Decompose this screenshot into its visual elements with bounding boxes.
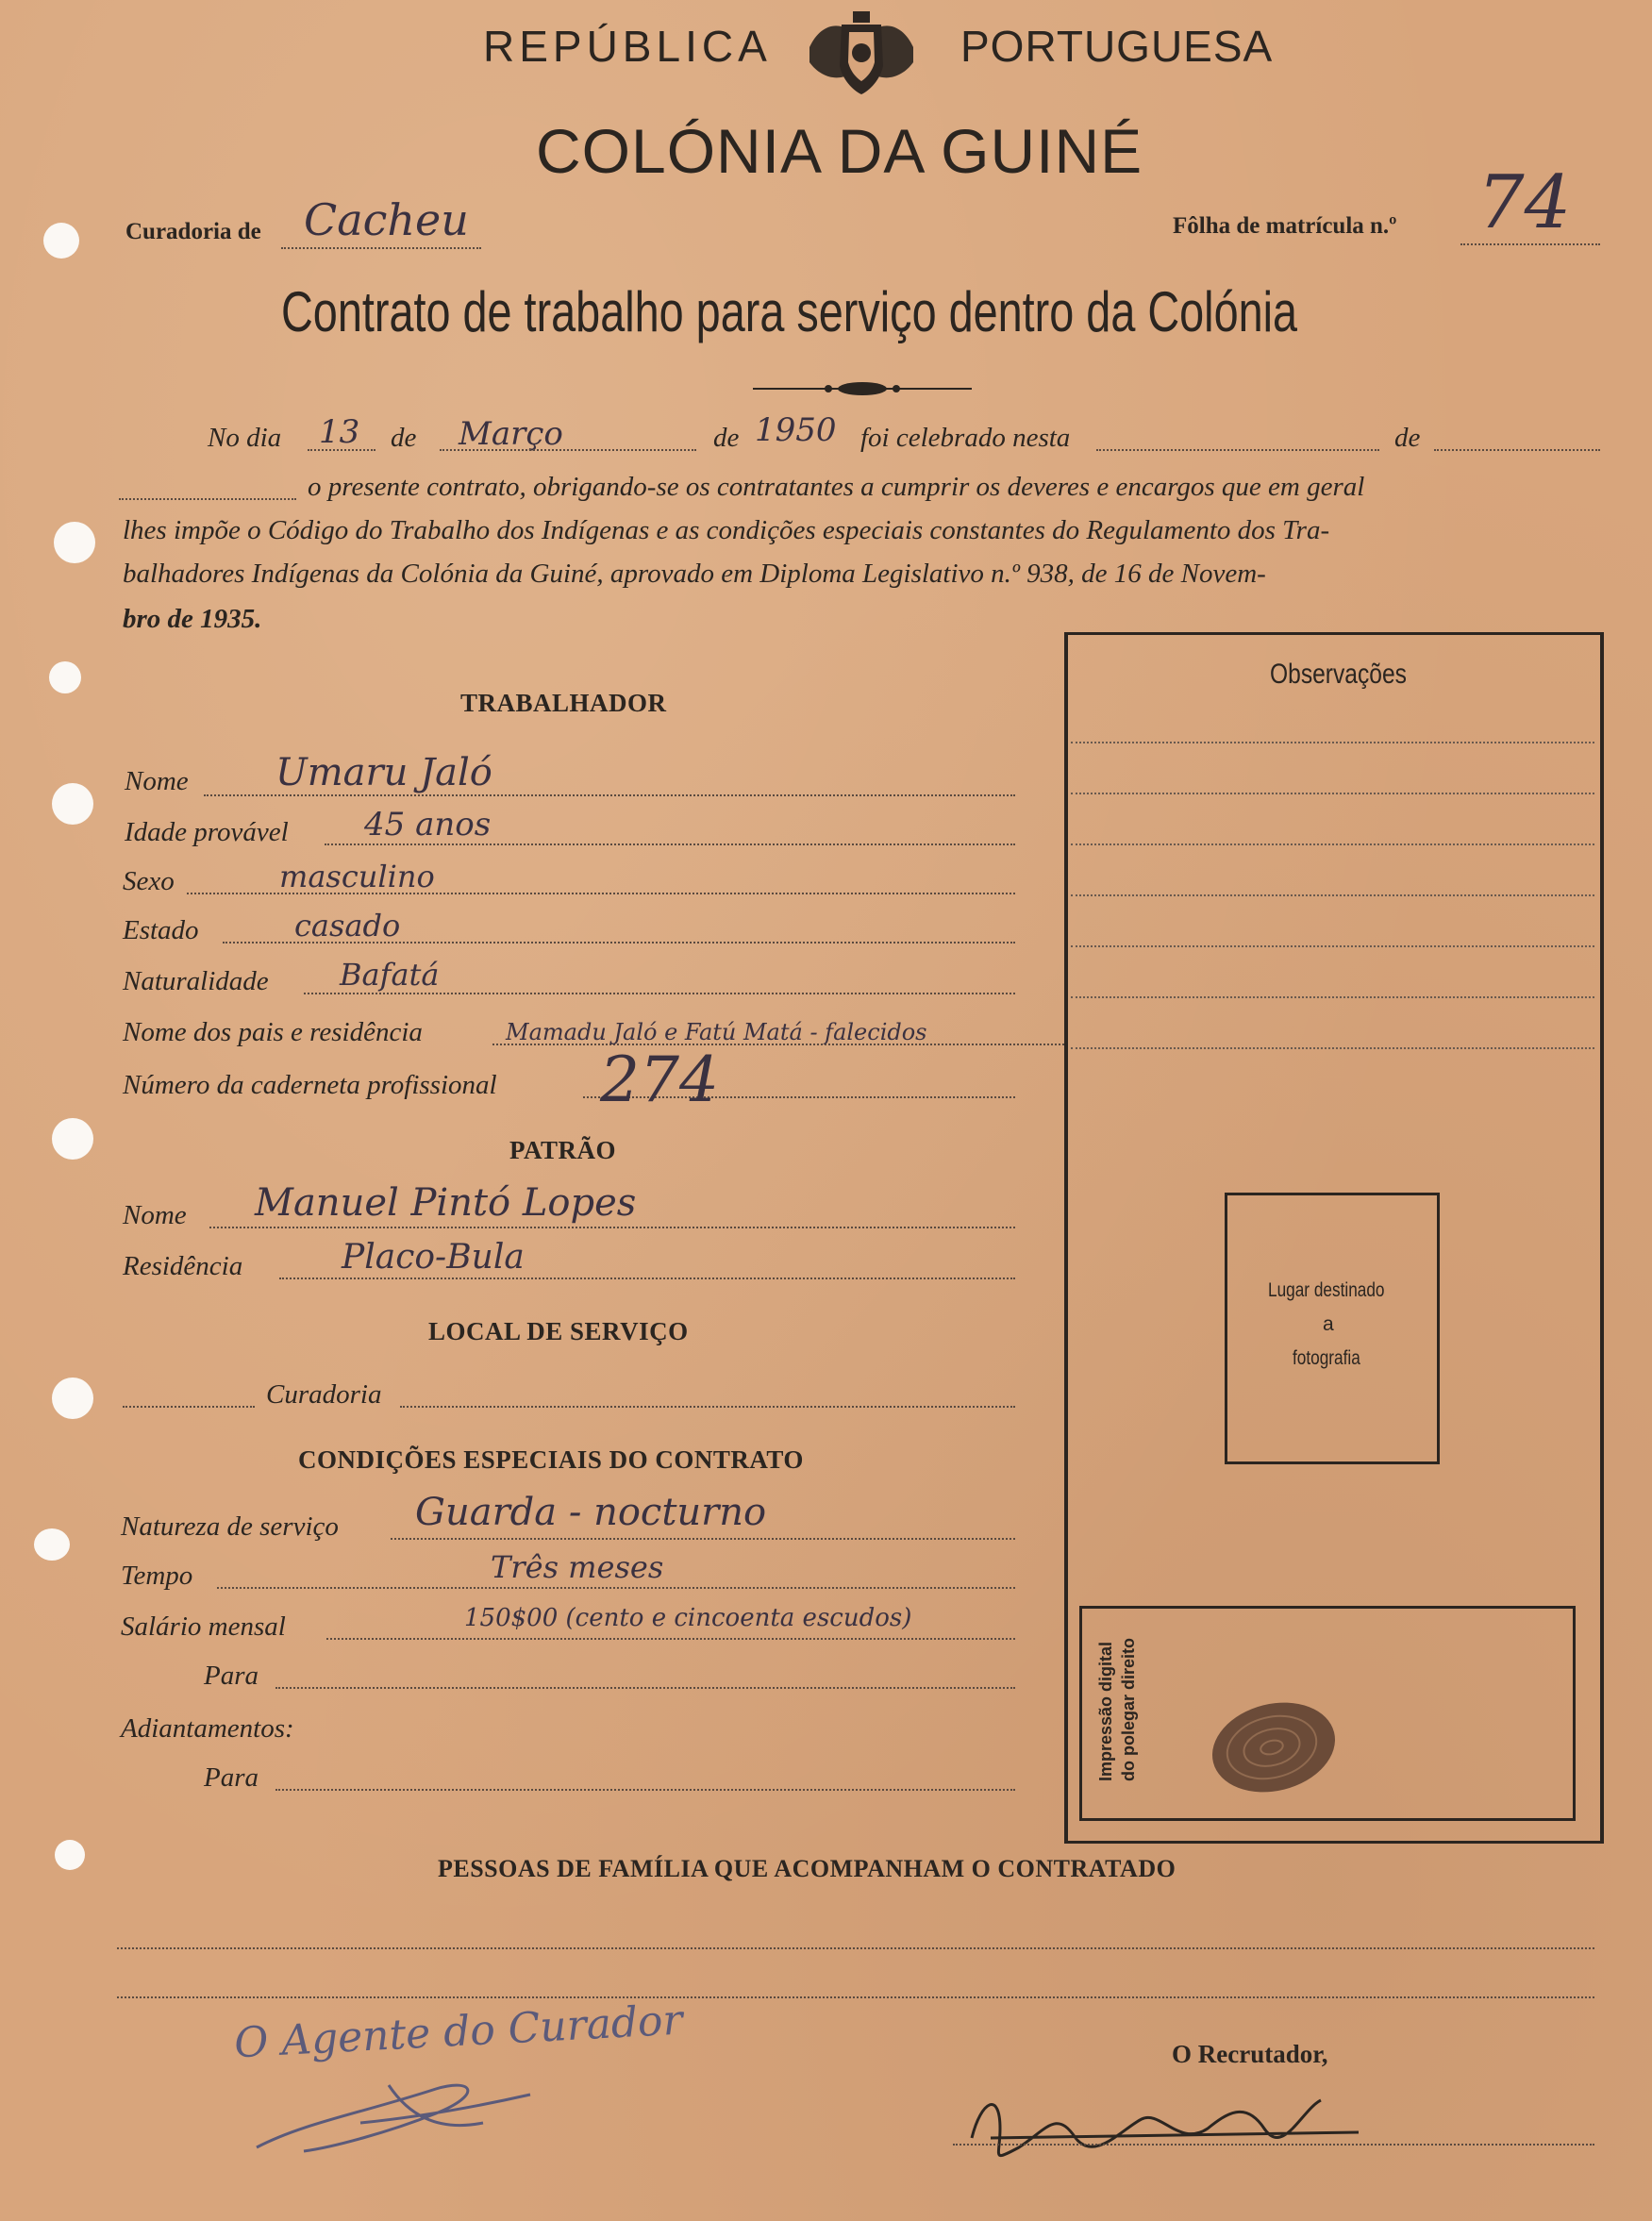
condicoes-natureza-value: Guarda - nocturno	[415, 1491, 767, 1534]
agente-signature-scribble	[247, 2057, 606, 2161]
ornament-divider	[751, 377, 974, 400]
curadoria-value: Cacheu	[304, 194, 469, 245]
recrutador-signature	[962, 2072, 1377, 2176]
coat-of-arms-icon	[804, 9, 919, 96]
photo-line-1: Lugar destinado	[1268, 1279, 1385, 1301]
folha-value: 74	[1477, 160, 1572, 245]
intro-line-4: balhadores Indígenas da Colónia da Guiné, aprovado em Diploma Legislativo n.º 938, de 16 de Novem-	[123, 559, 1266, 589]
header-republica: REPÚBLICA	[483, 22, 772, 71]
photo-line-3: fotografia	[1293, 1347, 1360, 1369]
heading-trabalhador: TRABALHADOR	[460, 689, 667, 717]
trabalhador-nome-value: Umaru Jaló	[275, 751, 492, 794]
trabalhador-estado-label: Estado	[123, 915, 199, 945]
intro-line-5: bro de 1935.	[123, 604, 262, 634]
thumbprint-image	[1200, 1687, 1360, 1800]
trabalhador-naturalidade-label: Naturalidade	[123, 966, 269, 996]
trabalhador-estado-value: casado	[294, 908, 401, 944]
intro-ano-value: 1950	[755, 411, 837, 449]
condicoes-adiantamentos-label: Adiantamentos:	[121, 1713, 294, 1744]
colony-title: COLÓNIA DA GUINÉ	[536, 116, 1143, 186]
trabalhador-caderneta-label: Número da caderneta profissional	[123, 1070, 497, 1100]
patrao-residencia-label: Residência	[123, 1251, 243, 1281]
curadoria-label: Curadoria de	[125, 219, 261, 244]
intro-de-3: de	[1394, 423, 1421, 453]
header-portuguesa: PORTUGUESA	[960, 22, 1274, 71]
condicoes-tempo-label: Tempo	[121, 1561, 193, 1591]
trabalhador-sexo-label: Sexo	[123, 866, 175, 896]
local-curadoria-label: Curadoria	[266, 1379, 382, 1410]
thumb-line-1: Impressão digital	[1096, 1641, 1115, 1781]
condicoes-salario-value: 150$00 (cento e cincoenta escudos)	[464, 1604, 912, 1632]
punch-hole	[54, 522, 95, 563]
trabalhador-pais-value: Mamadu Jaló e Fatú Matá - falecidos	[506, 1019, 927, 1045]
punch-hole	[52, 1378, 93, 1419]
condicoes-natureza-label: Natureza de serviço	[121, 1511, 339, 1542]
punch-hole	[52, 783, 93, 825]
patrao-nome-label: Nome	[123, 1200, 187, 1230]
condicoes-para-label: Para	[204, 1661, 259, 1691]
punch-hole	[55, 1840, 85, 1870]
punch-hole	[34, 1528, 70, 1561]
condicoes-tempo-value: Três meses	[491, 1549, 664, 1585]
document-title: Contrato de trabalho para serviço dentro da Colónia	[281, 280, 1298, 343]
condicoes-para2-label: Para	[204, 1762, 259, 1793]
patrao-residencia-value: Placo-Bula	[342, 1238, 525, 1277]
intro-dia-value: 13	[319, 413, 360, 451]
intro-de-2: de	[713, 423, 740, 453]
thumb-line-2: do polegar direito	[1119, 1637, 1138, 1781]
observacoes-heading: Observações	[1270, 659, 1407, 690]
intro-foi-celebrado: foi celebrado nesta	[860, 423, 1071, 453]
trabalhador-nome-label: Nome	[125, 766, 189, 796]
trabalhador-caderneta-value: 274	[600, 1044, 719, 1116]
intro-line-2: o presente contrato, obrigando-se os contratantes a cumprir os deveres e encargos que em geral	[308, 472, 1365, 502]
intro-mes-value: Março	[459, 415, 563, 453]
trabalhador-naturalidade-value: Bafatá	[340, 957, 440, 993]
photo-line-2: a	[1323, 1313, 1334, 1335]
heading-local: LOCAL DE SERVIÇO	[428, 1317, 689, 1345]
folha-label: Fôlha de matrícula n.º	[1173, 213, 1397, 239]
punch-hole	[49, 661, 81, 693]
intro-de-1: de	[391, 423, 417, 453]
trabalhador-pais-label: Nome dos pais e residência	[123, 1017, 423, 1047]
recrutador-label: O Recrutador,	[1172, 2040, 1328, 2068]
trabalhador-sexo-value: masculino	[279, 859, 435, 894]
heading-patrao: PATRÃO	[509, 1136, 616, 1164]
agente-signature-text: O Agente do Curador	[232, 1996, 684, 2068]
heading-family: PESSOAS DE FAMÍLIA QUE ACOMPANHAM O CONTRATADO	[438, 1855, 1176, 1882]
intro-no-dia: No dia	[208, 423, 282, 453]
punch-hole	[43, 223, 79, 259]
punch-hole	[52, 1118, 93, 1160]
intro-line-3: lhes impõe o Código do Trabalho dos Indígenas e as condições especiais constantes do Regulamento dos Tra-	[123, 515, 1330, 545]
trabalhador-idade-label: Idade provável	[125, 817, 289, 847]
trabalhador-idade-value: 45 anos	[364, 806, 492, 843]
heading-condicoes: CONDIÇÕES ESPECIAIS DO CONTRATO	[298, 1445, 804, 1474]
patrao-nome-value: Manuel Pintó Lopes	[255, 1181, 637, 1225]
condicoes-salario-label: Salário mensal	[121, 1611, 286, 1642]
